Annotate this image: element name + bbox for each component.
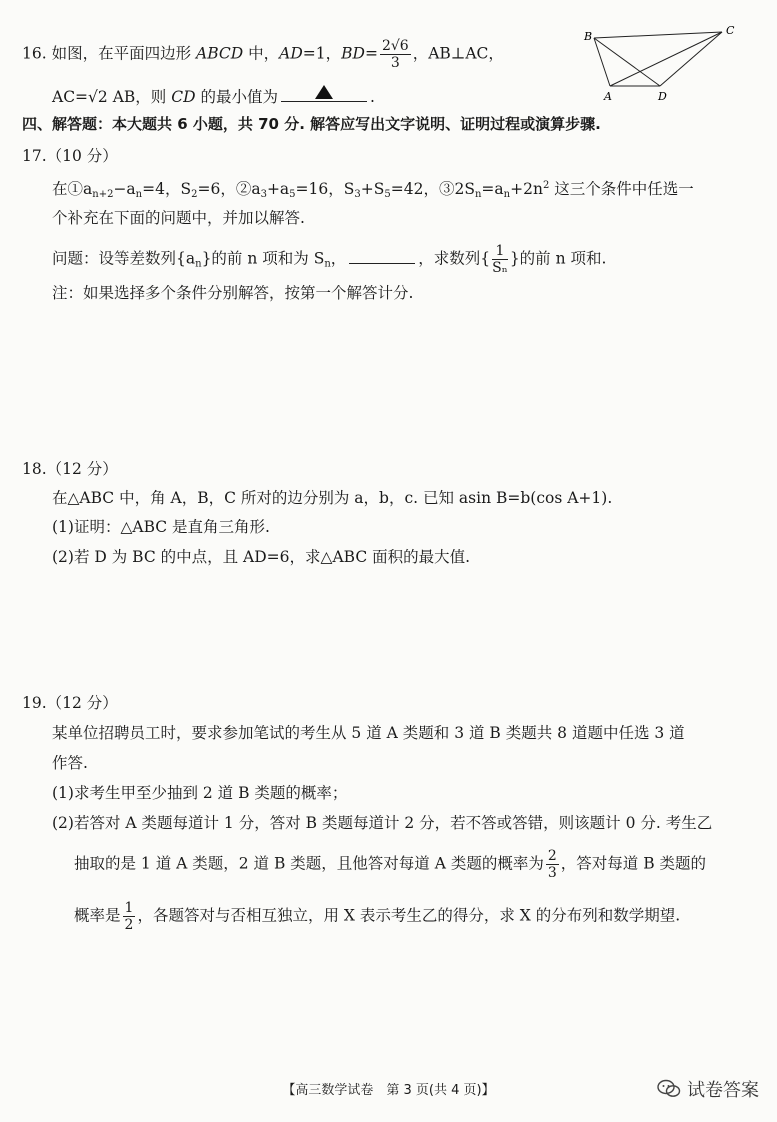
frac-den: Sₙ bbox=[492, 260, 508, 276]
frac-den: 2 bbox=[124, 917, 134, 933]
t: 3 bbox=[354, 189, 361, 200]
label-c: C bbox=[726, 24, 735, 37]
q16-eq2: = bbox=[364, 44, 378, 63]
q16-eq1: =1， bbox=[302, 44, 342, 63]
edge-ba bbox=[594, 38, 610, 86]
t: n bbox=[135, 189, 143, 200]
t: 2 bbox=[191, 189, 198, 200]
frac-num: 2 bbox=[547, 848, 557, 864]
t: +a bbox=[266, 180, 290, 198]
t: ， bbox=[330, 249, 347, 268]
q17-note: 注：如果选择多个条件分别解答，按第一个解答计分. bbox=[52, 284, 414, 302]
q16-fraction bbox=[380, 38, 411, 71]
q16-text: 16. 如图，在平面四边形 bbox=[22, 44, 197, 63]
edge-bc bbox=[594, 32, 722, 38]
t: n bbox=[324, 258, 331, 270]
q16-cd: CD bbox=[171, 88, 196, 106]
t: n+2 bbox=[92, 189, 114, 200]
t: n bbox=[474, 189, 482, 200]
frac-num: 1 bbox=[492, 243, 508, 260]
q16-text-b: 中， bbox=[243, 44, 280, 63]
q16-end: . bbox=[369, 88, 375, 106]
section-heading: 四、解答题：本大题共 6 小题，共 70 分. 解答应写出文字说明、证明过程或演算步骤. bbox=[22, 115, 601, 133]
q17-head: 17.（10 分） bbox=[22, 147, 118, 165]
q18-part1: (1)证明：△ABC 是直角三角形. bbox=[52, 518, 270, 536]
q17-fraction bbox=[492, 243, 508, 276]
t: ，答对每道 B 类题的 bbox=[560, 854, 707, 873]
t: 2 bbox=[542, 180, 550, 191]
t: n bbox=[195, 258, 202, 270]
t: ，求数列{ bbox=[418, 249, 491, 268]
t: +2n bbox=[510, 180, 543, 198]
q19-line5 bbox=[74, 848, 706, 881]
t: 5 bbox=[384, 189, 391, 200]
q17-line1 bbox=[52, 175, 694, 206]
t: }的前 n 项和为 S bbox=[201, 249, 325, 268]
t: =a bbox=[481, 180, 504, 198]
t: 5 bbox=[289, 189, 296, 200]
q16-quad: ABCD bbox=[196, 44, 244, 63]
frac-num: 1 bbox=[124, 900, 134, 916]
q18-part2: (2)若 D 为 BC 的中点，且 AD=6，求△ABC 面积的最大值. bbox=[52, 548, 471, 566]
triangle-icon bbox=[315, 85, 333, 99]
t: −a bbox=[113, 180, 136, 198]
edge-ac bbox=[610, 32, 722, 86]
q19-line6 bbox=[74, 900, 680, 933]
q16-text-c: AC=√2 AB，则 bbox=[52, 88, 172, 106]
q19-line1: 某单位招聘员工时，要求参加笔试的考生从 5 道 A 类题和 3 道 B 类题共 8 道题中任选 3 道 bbox=[52, 724, 685, 742]
q19-part2: (2)若答对 A 类题每道计 1 分，答对 B 类题每道计 2 分，若不答或答错，则该题计 0 分. 考生乙 bbox=[52, 814, 713, 832]
q16-bd: BD bbox=[341, 44, 365, 63]
t: 概率是 bbox=[74, 906, 121, 925]
t: n bbox=[503, 189, 511, 200]
t: =16，S bbox=[295, 180, 355, 198]
q16-frac-num: 2√6 bbox=[381, 38, 409, 54]
edge-dc bbox=[660, 32, 722, 86]
label-d: D bbox=[658, 90, 667, 103]
q16-line1 bbox=[22, 38, 504, 71]
label-a: A bbox=[604, 90, 612, 103]
t: 在①a bbox=[52, 180, 93, 198]
t: 3 bbox=[260, 189, 267, 200]
watermark bbox=[657, 1076, 759, 1102]
q19-line2: 作答. bbox=[52, 754, 88, 772]
q17-line3 bbox=[52, 243, 606, 276]
q19-head: 19.（12 分） bbox=[22, 694, 118, 712]
q16-answer-blank bbox=[281, 87, 367, 102]
t: +S bbox=[360, 180, 385, 198]
label-b: B bbox=[584, 30, 593, 43]
q19-part1: (1)求考生甲至少抽到 2 道 B 类题的概率； bbox=[52, 784, 348, 802]
t: 问题：设等差数列{a bbox=[52, 249, 196, 268]
q16-line2 bbox=[52, 86, 375, 108]
t: =42，③2S bbox=[390, 180, 475, 198]
watermark-text: 试卷答案 bbox=[687, 1080, 759, 1101]
edge-bd bbox=[594, 38, 660, 86]
wechat-icon bbox=[657, 1079, 681, 1099]
t: }的前 n 项和. bbox=[509, 249, 607, 268]
t: 抽取的是 1 道 A 类题，2 道 B 类题，且他答对每道 A 类题的概率为 bbox=[74, 854, 544, 873]
t: =4，S bbox=[142, 180, 192, 198]
q18-line1: 在△ABC 中，角 A，B，C 所对的边分别为 a，b，c. 已知 asin B=b(cos A+1). bbox=[52, 489, 613, 507]
q17-line2: 个补充在下面的问题中，并加以解答. bbox=[52, 209, 305, 227]
q16-text-d: 的最小值为 bbox=[195, 88, 278, 106]
t: 这三个条件中任选一 bbox=[549, 180, 694, 198]
q19-fraction-a bbox=[546, 848, 559, 881]
q16-ad: AD bbox=[279, 44, 303, 63]
q17-condition-blank bbox=[349, 249, 415, 264]
t: ，各题答对与否相互独立，用 X 表示考生乙的得分，求 X 的分布列和数学期望. bbox=[137, 906, 681, 925]
page-footer: 【高三数学试卷 第 3 页(共 4 页)】 bbox=[282, 1083, 495, 1098]
q19-fraction-b bbox=[123, 900, 136, 933]
t: =6，②a bbox=[197, 180, 261, 198]
q16-frac-den: 3 bbox=[390, 55, 400, 71]
quadrilateral-diagram bbox=[580, 22, 740, 108]
q16-perp: ，AB⊥AC， bbox=[412, 44, 504, 63]
q18-head: 18.（12 分） bbox=[22, 460, 118, 478]
frac-den: 3 bbox=[547, 865, 557, 881]
